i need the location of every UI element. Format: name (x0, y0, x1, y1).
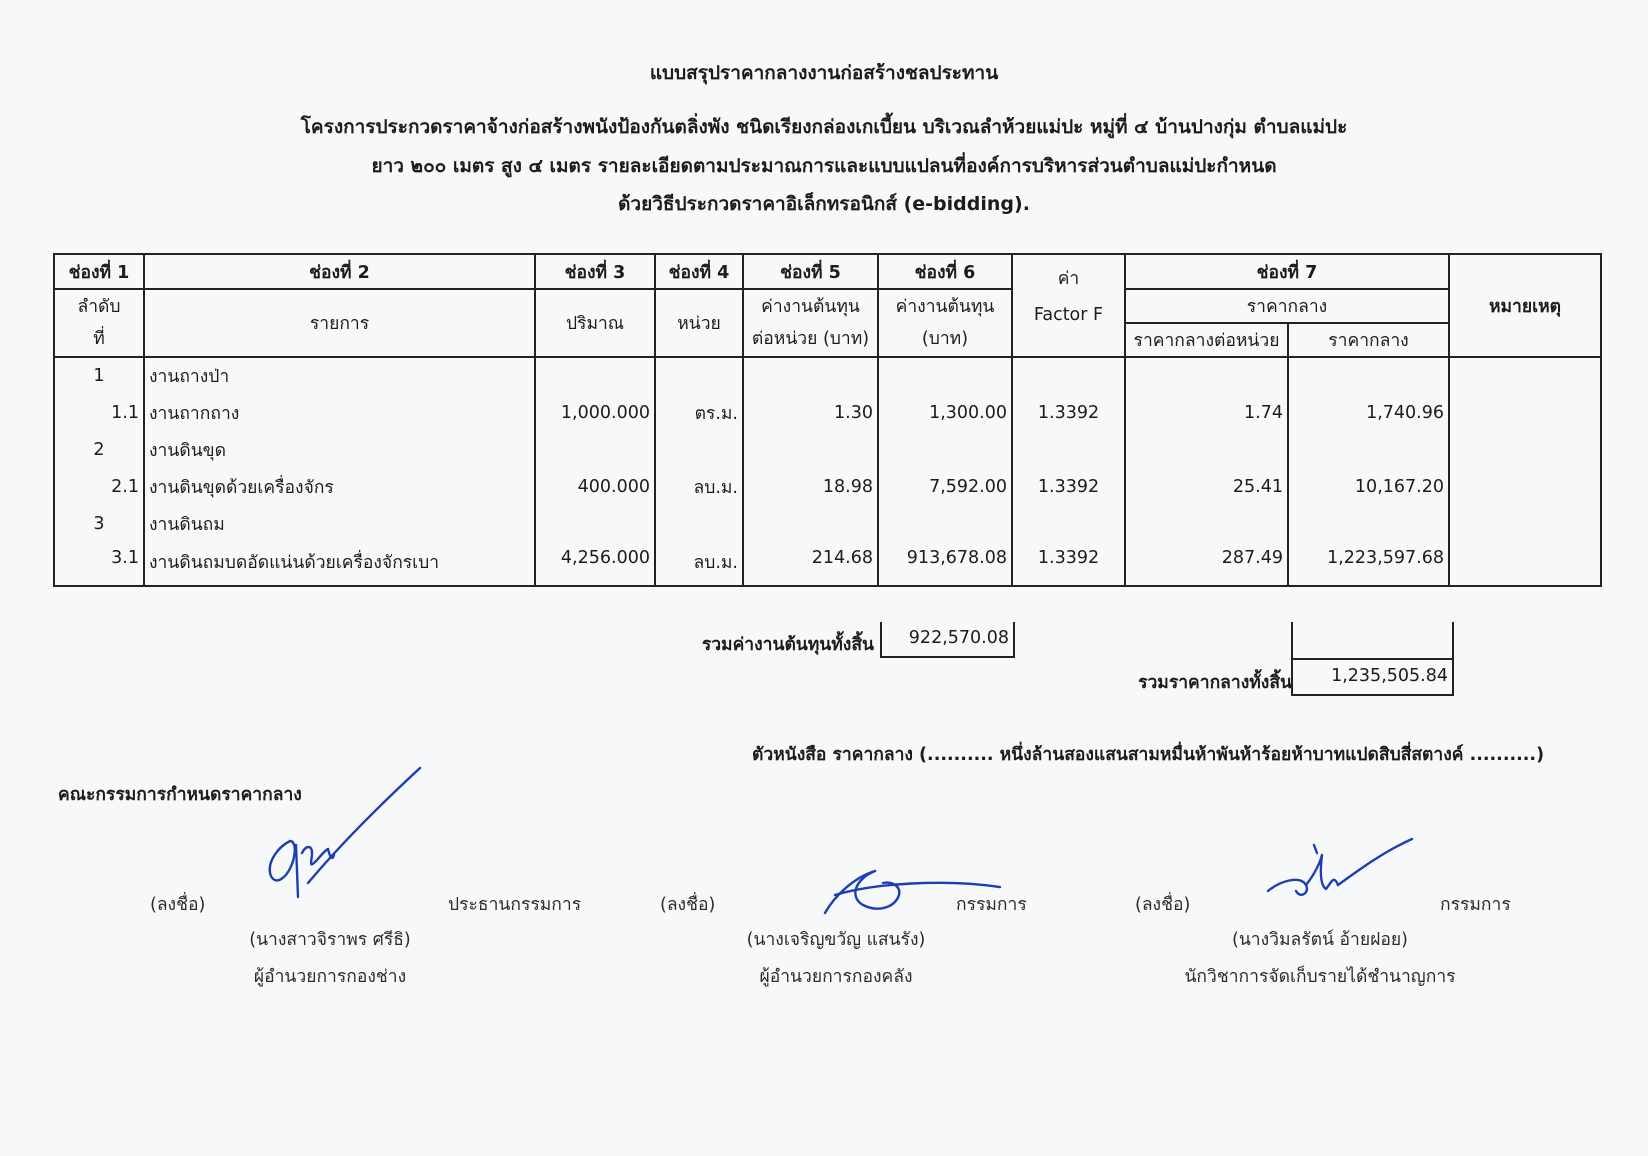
row-qty (535, 357, 655, 394)
member-2-name: (นางเจริญขวัญ แสนรัง) (746, 930, 926, 950)
total-median-value: 1,235,505.84 (1291, 658, 1454, 696)
header-item: รายการ (144, 289, 535, 357)
header-factor-top: ค่า (1057, 269, 1080, 289)
row-median-unit: 1.74 (1125, 394, 1288, 431)
member-1-role: ประธานกรรมการ (448, 895, 582, 915)
row-no: 2 (54, 431, 144, 468)
row-median-total: 10,167.20 (1288, 468, 1449, 505)
row-unit-cost (743, 357, 878, 394)
row-unit-cost: 214.68 (743, 542, 878, 586)
header-col5: ช่องที่ 5 (743, 254, 878, 289)
row-item: งานถากถาง (144, 394, 535, 431)
row-item: งานดินถม (144, 505, 535, 542)
row-no: 1.1 (54, 394, 144, 431)
row-unit-cost (743, 505, 878, 542)
header-col2: ช่องที่ 2 (144, 254, 535, 289)
header-cost-bottom: (บาท) (921, 329, 969, 349)
total-median-spacer (1291, 622, 1454, 658)
header-col4: ช่องที่ 4 (655, 254, 743, 289)
row-remark (1449, 505, 1601, 542)
header-qty: ปริมาณ (535, 289, 655, 357)
sign-label-3: (ลงชื่อ) (1135, 895, 1191, 915)
total-median-label: รวมราคากลางทั้งสิ้น (1138, 673, 1292, 693)
row-no: 2.1 (54, 468, 144, 505)
row-median-unit (1125, 505, 1288, 542)
member-2-role: กรรมการ (956, 895, 1027, 915)
row-qty (535, 505, 655, 542)
member-2-position: ผู้อำนวยการกองคลัง (759, 967, 913, 987)
row-unit: ลบ.ม. (655, 542, 743, 586)
project-line-3: ด้วยวิธีประกวดราคาอิเล็กทรอนิกส์ (e-bidding). (618, 193, 1030, 215)
sign-label-1: (ลงชื่อ) (150, 895, 206, 915)
row-no: 1 (54, 357, 144, 394)
member-3-role: กรรมการ (1440, 895, 1511, 915)
row-median-total (1288, 505, 1449, 542)
row-cost (878, 431, 1012, 468)
header-seq (54, 289, 144, 357)
row-unit: ลบ.ม. (655, 468, 743, 505)
header-seq-bottom: ที่ (93, 329, 105, 349)
member-3-name: (นางวิมลรัตน์ อ้ายฝอย) (1232, 930, 1408, 950)
row-cost: 913,678.08 (878, 542, 1012, 586)
total-cost-label: รวมค่างานต้นทุนทั้งสิ้น (701, 635, 874, 655)
table-row (54, 431, 1601, 468)
header-unit-cost (743, 289, 878, 357)
row-remark (1449, 394, 1601, 431)
header-median-per-unit: ราคากลางต่อหน่วย (1125, 323, 1288, 357)
row-qty: 1,000.000 (535, 394, 655, 431)
table-row (54, 468, 1601, 505)
row-median-unit: 287.49 (1125, 542, 1288, 586)
row-no: 3 (54, 505, 144, 542)
row-remark (1449, 431, 1601, 468)
row-cost: 1,300.00 (878, 394, 1012, 431)
header-unit-cost-bottom: ต่อหน่วย (บาท) (751, 329, 870, 349)
header-col7: ช่องที่ 7 (1125, 254, 1449, 289)
row-median-unit: 25.41 (1125, 468, 1288, 505)
header-col1: ช่องที่ 1 (54, 254, 144, 289)
header-factor (1012, 254, 1125, 357)
row-remark (1449, 357, 1601, 394)
row-cost (878, 357, 1012, 394)
row-factor: 1.3392 (1012, 394, 1125, 431)
signature-2 (815, 865, 1005, 925)
row-factor (1012, 431, 1125, 468)
row-unit-cost: 1.30 (743, 394, 878, 431)
row-median-unit (1125, 357, 1288, 394)
header-cost-top: ค่างานต้นทุน (895, 297, 995, 317)
amount-in-words: ตัวหนังสือ ราคากลาง (.......... หนึ่งล้านสองแสนสามหมื่นห้าพันห้าร้อยห้าบาทแปดสิบสี่สตางค์ ..........) (752, 745, 1545, 765)
row-factor (1012, 357, 1125, 394)
header-col6: ช่องที่ 6 (878, 254, 1012, 289)
row-median-total: 1,740.96 (1288, 394, 1449, 431)
total-cost-value: 922,570.08 (880, 622, 1015, 658)
row-median-total (1288, 431, 1449, 468)
table-row (54, 394, 1601, 431)
header-median-total: ราคากลาง (1288, 323, 1449, 357)
row-qty: 4,256.000 (535, 542, 655, 586)
row-unit-cost (743, 431, 878, 468)
member-1-position: ผู้อำนวยการกองช่าง (253, 967, 407, 987)
row-median-total (1288, 357, 1449, 394)
header-factor-bottom: Factor F (1033, 305, 1104, 325)
header-unit: หน่วย (655, 289, 743, 357)
table-row (54, 357, 1601, 394)
header-col3: ช่องที่ 3 (535, 254, 655, 289)
project-line-1: โครงการประกวดราคาจ้างก่อสร้างพนังป้องกันตลิ่งพัง ชนิดเรียงกล่องเกเบี้ยน บริเวณลำห้วยแม่ปะ หมู่ที่ ๔ บ้านปางกุ่ม ตำบลแม่ปะ (300, 116, 1348, 138)
row-qty (535, 431, 655, 468)
cost-summary-table (53, 253, 1602, 587)
table-row (54, 542, 1601, 586)
member-3-position: นักวิชาการจัดเก็บรายได้ชำนาญการ (1184, 967, 1456, 987)
row-factor: 1.3392 (1012, 468, 1125, 505)
row-cost: 7,592.00 (878, 468, 1012, 505)
row-item: งานถางป่า (144, 357, 535, 394)
row-unit: ตร.ม. (655, 394, 743, 431)
row-median-total: 1,223,597.68 (1288, 542, 1449, 586)
row-unit (655, 357, 743, 394)
committee-heading: คณะกรรมการกำหนดราคากลาง (58, 785, 302, 805)
header-cost (878, 289, 1012, 357)
row-qty: 400.000 (535, 468, 655, 505)
member-1-name: (นางสาวจิราพร ศรีธิ) (249, 930, 411, 950)
project-line-2: ยาว ๒๐๐ เมตร สูง ๔ เมตร รายละเอียดตามประมาณการและแบบแปลนที่องค์การบริหารส่วนตำบลแม่ปะกำหนด (371, 155, 1277, 177)
row-item: งานดินขุดด้วยเครื่องจักร (144, 468, 535, 505)
header-remark: หมายเหตุ (1449, 254, 1601, 357)
header-seq-top: ลำดับ (77, 297, 121, 317)
row-factor (1012, 505, 1125, 542)
header-median: ราคากลาง (1125, 289, 1449, 323)
row-factor: 1.3392 (1012, 542, 1125, 586)
row-cost (878, 505, 1012, 542)
row-remark (1449, 468, 1601, 505)
row-remark (1449, 542, 1601, 586)
table-row (54, 505, 1601, 542)
row-no: 3.1 (54, 542, 144, 586)
document-title: แบบสรุปราคากลางงานก่อสร้างชลประทาน (649, 62, 999, 84)
row-unit (655, 431, 743, 468)
row-item: งานดินขุด (144, 431, 535, 468)
row-unit-cost: 18.98 (743, 468, 878, 505)
signature-3 (1260, 835, 1420, 915)
row-item: งานดินถมบดอัดแน่นด้วยเครื่องจักรเบา (144, 542, 535, 586)
sign-label-2: (ลงชื่อ) (660, 895, 716, 915)
row-unit (655, 505, 743, 542)
signature-1 (250, 765, 430, 905)
row-median-unit (1125, 431, 1288, 468)
header-unit-cost-top: ค่างานต้นทุน (761, 297, 860, 317)
